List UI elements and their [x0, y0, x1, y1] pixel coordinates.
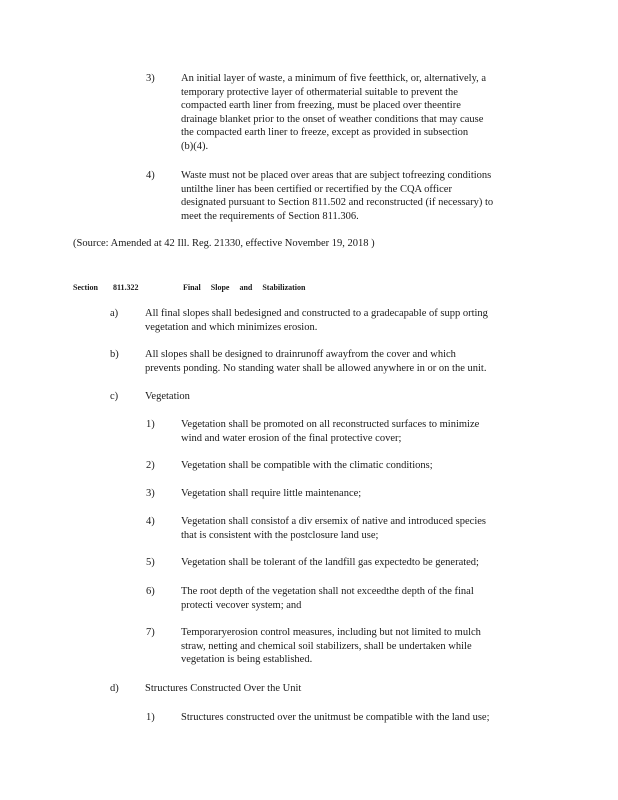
text-line: drainage blanket prior to the onset of weather conditions that may cause — [181, 113, 484, 125]
item-number: 4) — [146, 516, 155, 527]
text-line: Vegetation shall require little maintenance; — [181, 488, 362, 499]
text-line: temporary protective layer of othermaterial suitable to prevent the — [181, 86, 458, 98]
text-line: Vegetation shall be promoted on all reconstructed surfaces to minimize — [181, 419, 480, 430]
text-line: All final slopes shall bedesigned and constructed to a gradecapable of supp orting — [145, 308, 488, 319]
subsection-letter: d) — [110, 683, 119, 694]
subsection-heading: Vegetation — [145, 391, 190, 402]
text-line: designated pursuant to Section 811.502 and reconstructed (if necessary) to — [181, 197, 494, 208]
item-text — [181, 585, 516, 612]
text-line: that is consistent with the postclosure land use; — [181, 529, 379, 541]
text-line: wind and water erosion of the final protective cover; — [181, 432, 402, 444]
text-line: Waste must not be placed over areas that are subject tofreezing conditions — [181, 170, 492, 181]
item-number: 2) — [146, 460, 155, 471]
subsection-letter: b) — [110, 349, 119, 360]
text-line: (b)(4). — [181, 140, 209, 152]
item-text — [181, 556, 541, 570]
item-text — [181, 515, 527, 542]
item-text — [181, 169, 539, 223]
text-line: straw, netting and chemical soil stabilizers, shall be undertaken while — [181, 640, 472, 652]
subsection-heading: Structures Constructed Over the Unit — [145, 683, 302, 694]
item-number: 3) — [146, 73, 155, 84]
text-line: Vegetation shall be compatible with the climatic conditions; — [181, 460, 433, 471]
item-text — [181, 418, 521, 445]
item-number: 1) — [146, 712, 155, 723]
source-note: (Source: Amended at 42 Ill. Reg. 21330, effective November 19, 2018 ) — [73, 238, 375, 249]
text-line: An initial layer of waste, a minimum of five feetthick, or, alternatively, a — [181, 73, 487, 84]
text-line: prevents ponding. No standing water shall be allowed anywhere in or on the unit. — [145, 362, 487, 374]
subsection-text — [145, 307, 538, 334]
item-text — [181, 459, 521, 473]
text-line: Vegetation shall be tolerant of the landfill gas expectedto be generated; — [181, 557, 479, 568]
subsection-letter: c) — [110, 391, 119, 402]
item-number: 4) — [146, 170, 155, 181]
text-line: meet the requirements of Section 811.306. — [181, 210, 359, 222]
text-line: untilthe liner has been certified or recertified by the CQA officer — [181, 183, 452, 195]
item-number: 1) — [146, 419, 155, 430]
item-number: 5) — [146, 557, 155, 568]
item-text — [181, 626, 521, 667]
text-line: vegetation is being established. — [181, 654, 313, 665]
text-line: Structures constructed over the unitmust be compatible with the land use; — [181, 712, 490, 723]
section-label: Section — [73, 283, 98, 292]
item-text — [181, 711, 533, 725]
text-line: the compacted earth liner to freeze, except as provided in subsection — [181, 127, 469, 138]
text-line: compacted earth liner from freezing, must be placed over theentire — [181, 100, 461, 111]
item-text — [181, 487, 521, 501]
section-number: 811.322 — [113, 283, 139, 292]
text-line: vegetation and which minimizes erosion. — [145, 321, 318, 333]
item-number: 3) — [146, 488, 155, 499]
text-line: Vegetation shall consistof a div ersemix of native and introduced species — [181, 516, 486, 527]
text-line: All slopes shall be designed to drainrunoff awayfrom the cover and which — [145, 349, 456, 360]
subsection-letter: a) — [110, 308, 119, 319]
subsection-text — [145, 348, 540, 375]
text-line: The root depth of the vegetation shall not exceedthe depth of the final — [181, 586, 474, 597]
text-line: Temporaryerosion control measures, including but not limited to mulch — [181, 627, 481, 638]
text-line: protecti vecover system; and — [181, 599, 302, 611]
item-number: 6) — [146, 586, 155, 597]
section-title: Final Slope and Stabilization — [183, 283, 306, 292]
item-text — [181, 72, 536, 153]
item-number: 7) — [146, 627, 155, 638]
